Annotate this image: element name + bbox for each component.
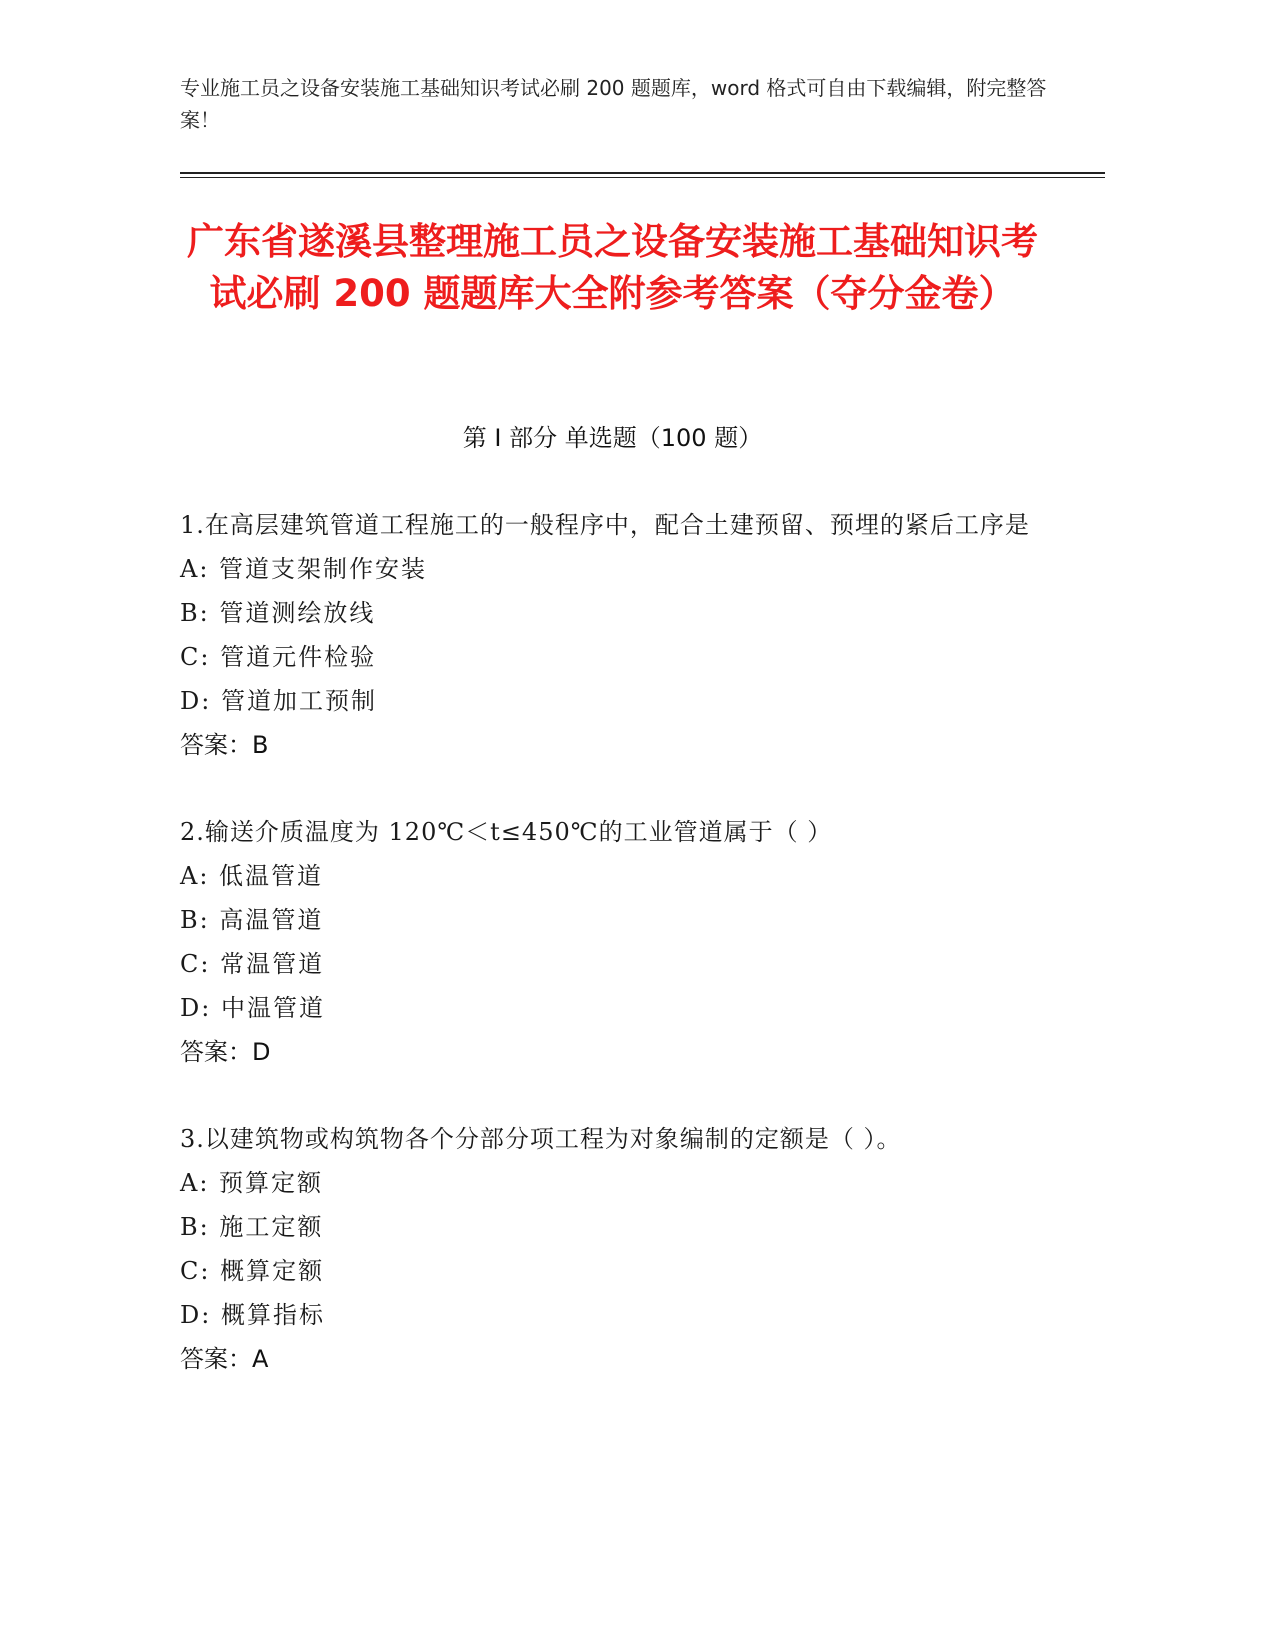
question-list bbox=[180, 503, 1040, 1424]
answer: 答案：A bbox=[180, 1345, 269, 1373]
answer: 答案：B bbox=[180, 731, 269, 759]
option-b: B: 施工定额 bbox=[180, 1213, 324, 1241]
section-title: 第 I 部分 单选题（100 题） bbox=[462, 424, 763, 452]
question-3 bbox=[180, 1117, 1040, 1381]
option-b: B: 高温管道 bbox=[180, 906, 324, 934]
question-2 bbox=[180, 810, 1040, 1074]
answer: 答案：D bbox=[180, 1038, 271, 1066]
header-note: 专业施工员之设备安装施工基础知识考试必刷 200 题题库，word 格式可自由下载编辑，附完整答案！ bbox=[180, 76, 1047, 132]
question-1 bbox=[180, 503, 1040, 767]
question-stem: 3.以建筑物或构筑物各个分部分项工程为对象编制的定额是（ ）。 bbox=[180, 1125, 902, 1153]
question-stem: 1.在高层建筑管道工程施工的一般程序中，配合土建预留、预埋的紧后工序是 bbox=[180, 511, 1030, 539]
option-a: A: 预算定额 bbox=[180, 1169, 324, 1197]
question-stem: 2.输送介质温度为 120℃＜t≤450℃的工业管道属于（ ） bbox=[180, 818, 833, 846]
option-b: B: 管道测绘放线 bbox=[180, 599, 376, 627]
header-divider-thin bbox=[180, 177, 1105, 178]
document-title: 广东省遂溪县整理施工员之设备安装施工基础知识考试必刷 200 题题库大全附参考答案（夺分金卷） bbox=[187, 220, 1038, 315]
option-a: A: 管道支架制作安装 bbox=[180, 555, 428, 583]
option-c: C: 管道元件检验 bbox=[180, 643, 377, 671]
option-c: C: 概算定额 bbox=[180, 1257, 325, 1285]
option-d: D: 概算指标 bbox=[180, 1301, 325, 1329]
option-d: D: 中温管道 bbox=[180, 994, 325, 1022]
option-d: D: 管道加工预制 bbox=[180, 687, 377, 715]
option-a: A: 低温管道 bbox=[180, 862, 324, 890]
option-c: C: 常温管道 bbox=[180, 950, 325, 978]
header-divider-thick bbox=[180, 172, 1105, 174]
